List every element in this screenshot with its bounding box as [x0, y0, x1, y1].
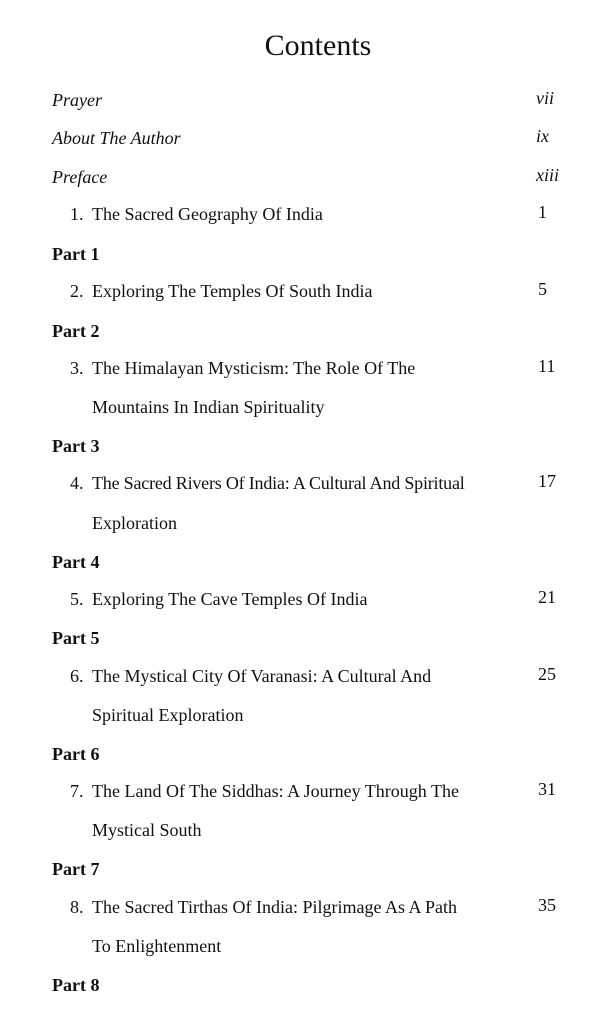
chapter-number: 6. — [70, 666, 84, 686]
toc-entry-preface: Preface — [52, 167, 108, 187]
chapter-title-continued: To Enlightenment — [92, 936, 222, 956]
chapter-title: The Land Of The Siddhas: A Journey Through The — [92, 781, 459, 801]
part-heading: Part 6 — [52, 744, 100, 764]
toc-entry-about-the-author: About The Author — [52, 128, 181, 148]
page-number: 5 — [538, 279, 547, 299]
chapter-number: 7. — [70, 781, 84, 801]
chapter-title-continued: Spiritual Exploration — [92, 705, 244, 725]
page-number: 31 — [538, 779, 556, 799]
page-number: 11 — [538, 356, 556, 376]
chapter-number: 5. — [70, 589, 84, 609]
page-title: Contents — [264, 29, 372, 62]
page-number: xiii — [536, 165, 559, 185]
part-heading: Part 3 — [52, 436, 100, 456]
chapter-number: 3. — [70, 358, 84, 378]
chapter-title: The Sacred Tirthas Of India: Pilgrimage As A Path — [92, 897, 457, 917]
page-number: 25 — [538, 664, 556, 684]
part-heading: Part 4 — [52, 552, 100, 572]
part-heading: Part 5 — [52, 628, 100, 648]
part-heading: Part 8 — [52, 975, 100, 995]
chapter-number: 8. — [70, 897, 84, 917]
chapter-number: 4. — [70, 473, 84, 493]
part-heading: Part 2 — [52, 321, 100, 341]
chapter-number: 1. — [70, 204, 84, 224]
chapter-number: 2. — [70, 281, 84, 301]
page-number: 21 — [538, 587, 556, 607]
page-number: 17 — [538, 471, 556, 491]
page-number: vii — [536, 88, 554, 108]
chapter-title: The Sacred Geography Of India — [92, 204, 323, 224]
chapter-title: Exploring The Cave Temples Of India — [92, 589, 368, 609]
chapter-title-continued: Mystical South — [92, 820, 202, 840]
page-number: 1 — [538, 202, 547, 222]
page-number: 35 — [538, 895, 556, 915]
page-number: ix — [536, 126, 549, 146]
part-heading: Part 1 — [52, 244, 100, 264]
part-heading: Part 7 — [52, 859, 100, 879]
toc-entry-prayer: Prayer — [52, 90, 102, 110]
chapter-title: The Mystical City Of Varanasi: A Cultural And — [92, 666, 432, 686]
chapter-title: Exploring The Temples Of South India — [92, 281, 373, 301]
chapter-title: The Himalayan Mysticism: The Role Of The — [92, 358, 416, 378]
chapter-title-continued: Mountains In Indian Spirituality — [92, 397, 325, 417]
chapter-title-continued: Exploration — [92, 513, 177, 533]
chapter-title: The Sacred Rivers Of India: A Cultural And Spiritual — [92, 473, 465, 493]
